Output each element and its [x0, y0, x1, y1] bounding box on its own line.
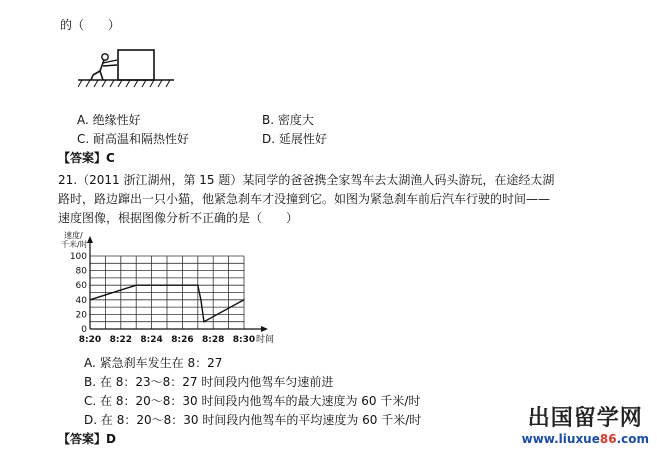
q21-option-d: D. 在 8：20～8：30 时间段内他驾车的平均速度为 60 千米/时	[84, 413, 422, 427]
site-watermark	[522, 401, 649, 446]
speed-data-point	[200, 299, 201, 300]
speed-time-chart	[58, 226, 278, 352]
watermark-url[interactable]: www.liuxue86.com	[521, 432, 649, 446]
q21-stem-line3: 速度图像，根据图像分析不正确的是（ ）	[58, 211, 299, 225]
speed-data-point	[243, 299, 244, 300]
y-tick-label: 60	[75, 281, 87, 292]
x-tick-label: 8:30	[232, 335, 256, 345]
speed-data-point	[197, 285, 198, 286]
q20-option-a: A. 绝缘性好	[77, 113, 141, 127]
q21-stem-line1: 21.（2011 浙江湖州，第 15 题）某同学的爸爸携全家驾车去太湖渔人码头游玩，在途经太湖	[58, 173, 555, 187]
watermark-title: 出国留学网	[527, 406, 643, 431]
y-tick-label: 40	[75, 295, 87, 306]
y-tick-label: 20	[75, 310, 87, 321]
x-tick-label: 8:26	[171, 335, 194, 345]
q21-stem-line2: 路时，路边蹿出一只小猫，他紧急刹车才没撞到它。如图为紧急刹车前后汽车行驶的时间——	[58, 192, 551, 206]
q20-option-c: C. 耐高温和隔热性好	[77, 132, 190, 146]
q20-option-b: B. 密度大	[262, 113, 314, 127]
q21-option-b: B. 在 8：23～8：27 时间段内他驾车匀速前进	[84, 375, 334, 389]
y-axis-arrow	[87, 236, 93, 243]
q20-option-d: D. 延展性好	[262, 132, 327, 146]
q21-option-a: A. 紧急刹车发生在 8：27	[84, 356, 223, 370]
y-tick-label: 100	[69, 252, 87, 262]
speed-data-point	[203, 321, 204, 322]
x-axis-label: 时间	[256, 335, 275, 345]
x-tick-label: 8:24	[140, 335, 163, 345]
y-axis-label-1: 速度/	[64, 231, 83, 240]
y-axis-label-2: 千米/时	[61, 240, 88, 249]
x-tick-label: 8:20	[78, 335, 102, 345]
speed-data-point	[136, 285, 137, 286]
y-tick-label: 80	[75, 266, 87, 277]
q21-answer: 【答案】D	[58, 432, 116, 446]
y-tick-label: 0	[81, 325, 87, 335]
x-tick-label: 8:22	[109, 335, 132, 345]
push-box-figure	[78, 40, 178, 96]
q20-answer: 【答案】C	[58, 151, 115, 165]
q21-option-c: C. 在 8：20～8：30 时间段内他驾车的最大速度为 60 千米/时	[84, 394, 421, 408]
speed-data-point	[89, 299, 90, 300]
x-tick-label: 8:28	[202, 335, 225, 345]
x-axis-arrow	[261, 326, 268, 332]
question-fragment: 的（ ）	[60, 18, 121, 32]
